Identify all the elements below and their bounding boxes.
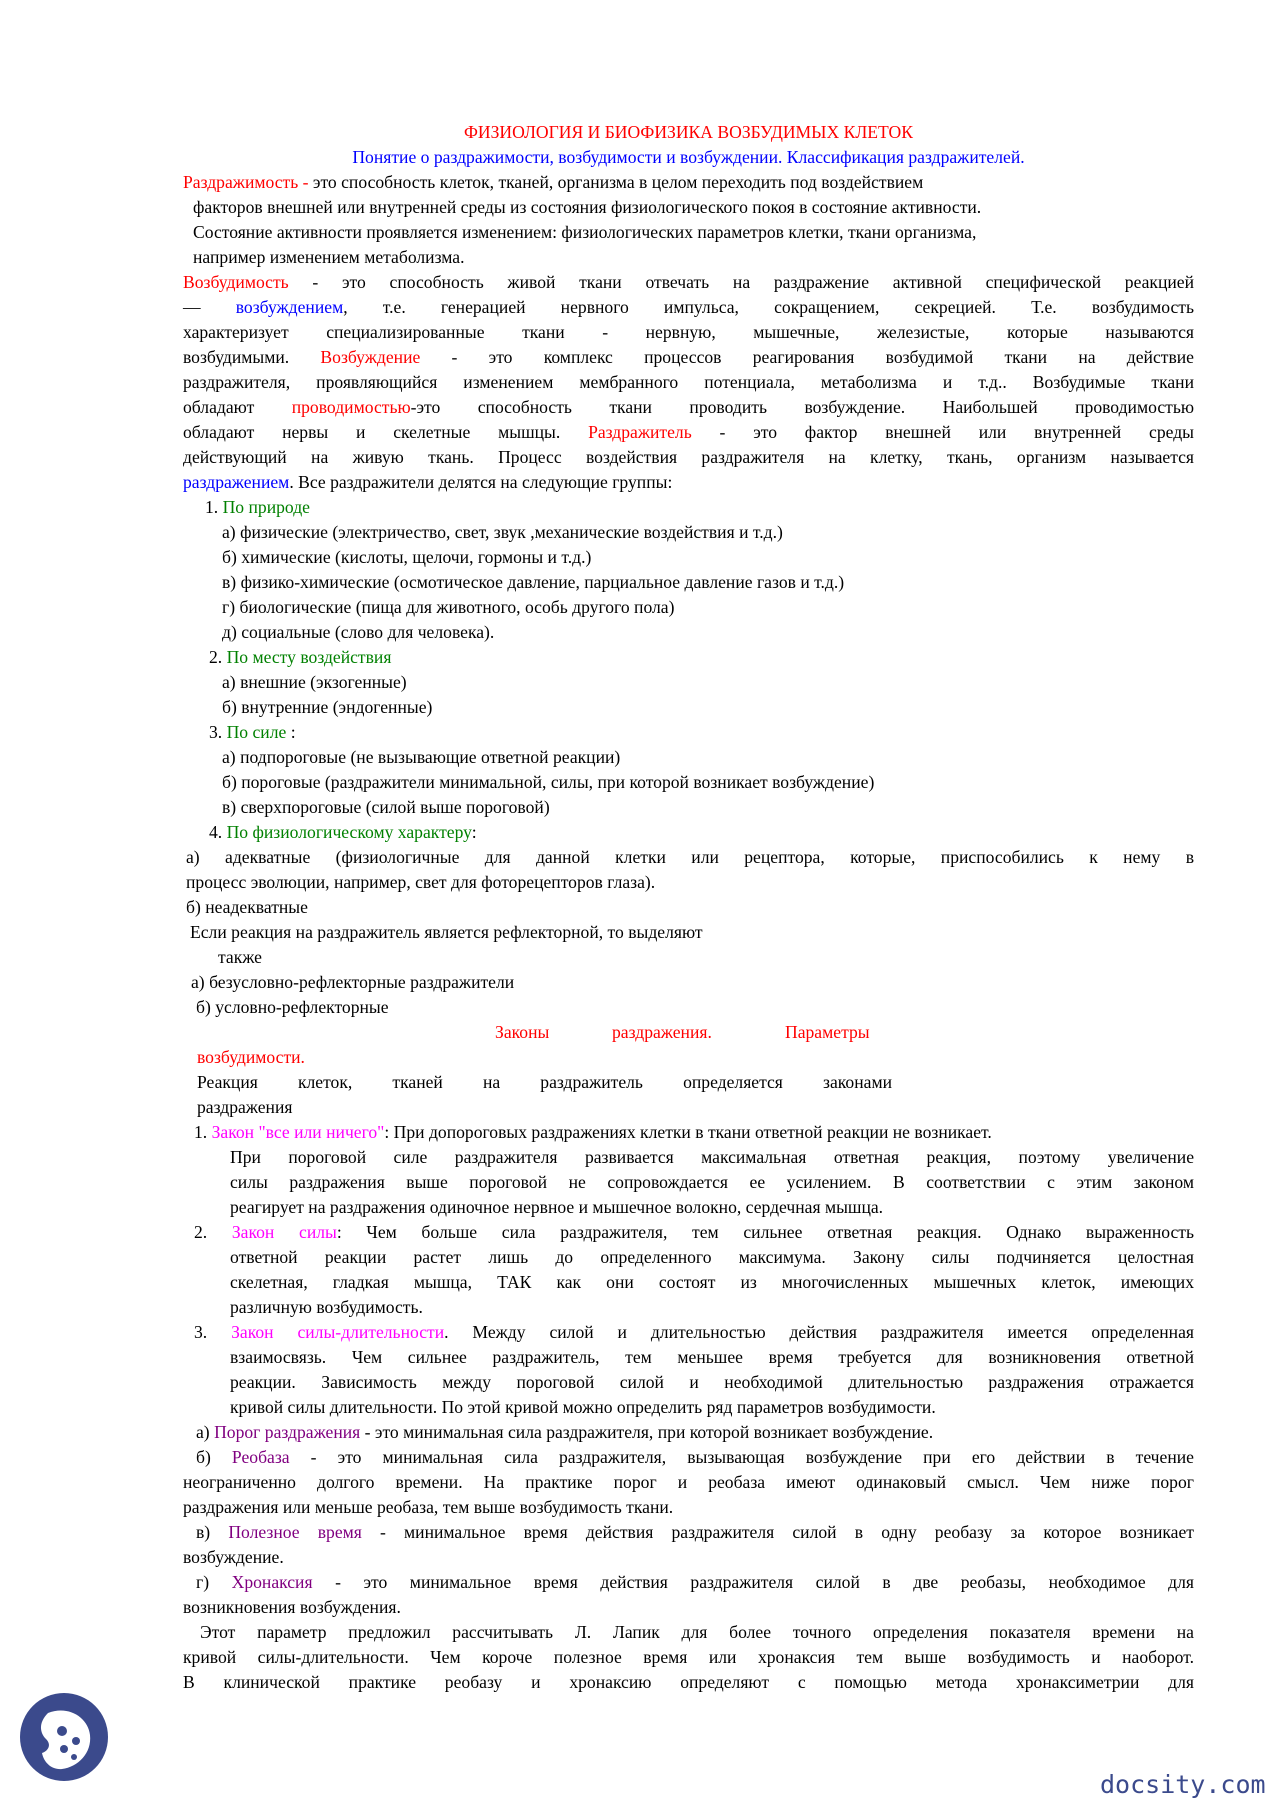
law1-line1: 1. Закон "все или ничего": При допороговых раздражениях клетки в ткани ответной реакции не возникает. [194,1122,992,1142]
para2-line9: раздражением. Все раздражители делятся на следующие группы: [183,472,673,492]
law3-line3: реакции. Зависимость между пороговой силой и необходимой длительностью раздражения отражается [230,1372,1194,1392]
group1-item: а) физические (электричество, свет, звук ,механические воздействия и т.д.) [222,522,783,542]
term-stimulus: Раздражитель [588,422,692,442]
param-a: а) Порог раздражения - это минимальная сила раздражителя, при которой возникает возбуждение. [196,1422,934,1442]
term-chronaxie: Хронаксия [231,1572,313,1592]
term-excitation-blue: возбуждением [235,297,344,317]
term-irritation: раздражением [183,472,290,492]
closing-line1: Этот параметр предложил рассчитывать Л. Лапик для более точного определения показателя времени на [200,1622,1194,1642]
param-b-line2: неограниченно долгого времени. На практике порог и реобаза имеют одинаковый смысл. Чем ниже порог [183,1472,1194,1492]
law2-line3: скелетная, гладкая мышца, ТАК как они состоят из многочисленных мышечных клеток, имеющих [230,1272,1194,1292]
term-useful-time: Полезное время [228,1522,362,1542]
term-excitation: Возбуждение [320,347,421,367]
law1-line3: силы раздражения выше пороговой не сопровождается ее усилением. В соответствии с этим законом [230,1172,1194,1192]
reflex-line2: также [218,947,262,967]
laws-intro-line2: раздражения [197,1097,293,1117]
group3-heading: 3. По силе : [209,722,296,742]
term-excitability: Возбудимость [183,272,289,292]
group3-item: б) пороговые (раздражители минимальной, силы, при которой возникает возбуждение) [222,772,875,792]
group3-item: а) подпороговые (не вызывающие ответной реакции) [222,747,621,767]
laws-heading-line2: возбудимости. [197,1047,305,1067]
group4-heading: 4. По физиологическому характеру: [209,822,477,842]
para2-line8: действующий на живую ткань. Процесс воздействия раздражителя на клетку, ткань, организм называется [183,447,1194,467]
term-irritability: Раздражимость - [183,172,309,192]
group2-heading: 2. По месту воздействия [209,647,392,667]
term-threshold: Порог раздражения [214,1422,361,1442]
param-b-line1: б) Реобаза - это минимальная сила раздражителя, вызывающая возбуждение при его действии в течение [196,1447,1194,1467]
law1-line2: При пороговой силе раздражителя развивается максимальная ответная реакция, поэтому увеличение [230,1147,1194,1167]
group4-item-a2: процесс эволюции, например, свет для фоторецепторов глаза). [186,872,656,892]
para2-line6: обладают проводимостью-это способность ткани проводить возбуждение. Наибольшей проводимостью [183,397,1194,417]
para2-line7: обладают нервы и скелетные мышцы. Раздражитель - это фактор внешней или внутренней среды [183,422,1194,442]
param-b-line3: раздражения или меньше реобаза, тем выше возбудимость ткани. [183,1497,674,1517]
reflex-item-b: б) условно-рефлекторные [196,997,389,1017]
param-d-line1: г) Хронаксия - это минимальное время действия раздражителя силой в две реобазы, необходимое для [196,1572,1194,1592]
para2-line3: характеризует специализированные ткани - нервную, мышечные, железистые, которые называются [183,322,1194,342]
para2-line4: возбудимыми. Возбуждение - это комплекс процессов реагирования возбудимой ткани на действие [183,347,1194,367]
docsity-watermark: docsity.com [1100,1770,1266,1799]
reflex-line1: Если реакция на раздражитель является рефлекторной, то выделяют [190,922,703,942]
law2-line1: 2. Закон силы: Чем больше сила раздражителя, тем сильнее ответная реакция. Однако выраженность [194,1222,1194,1242]
group4-item-b: б) неадекватные [186,897,308,917]
law1-name: Закон "все или ничего" [211,1122,385,1142]
laws-intro-line1: Реакция клеток, тканей на раздражитель определяется законами [197,1072,892,1092]
group1-item: д) социальные (слово для человека). [222,622,495,642]
group1-heading: 1. По природе [205,497,310,517]
para1-line4: например изменением метаболизма. [193,247,465,267]
law1-line4: реагирует на раздражения одиночное нервное и мышечное волокно, сердечная мышца. [230,1197,884,1217]
para1-line1: Раздражимость - это способность клеток, тканей, организма в целом переходить под воздействием [183,172,924,192]
reflex-item-a: а) безусловно-рефлекторные раздражители [191,972,515,992]
docsity-logo-icon [18,1687,110,1787]
doc-title: ФИЗИОЛОГИЯ И БИОФИЗИКА ВОЗБУДИМЫХ КЛЕТОК [464,122,913,142]
group2-item: а) внешние (экзогенные) [222,672,407,692]
para1-line2: факторов внешней или внутренней среды из состояния физиологического покоя в состояние активности. [193,197,982,217]
para1-line3: Состояние активности проявляется изменением: физиологических параметров клетки, ткани организма, [193,222,977,242]
law3-name: Закон силы-длительности [231,1322,445,1342]
para2-line2: — возбуждением, т.е. генерацией нервного импульса, сокращением, секрецией. Т.е. возбудимость [183,297,1194,317]
para2-line5: раздражителя, проявляющийся изменением мембранного потенциала, метаболизма и т.д.. Возбудимые ткани [183,372,1194,392]
group3-item: в) сверхпороговые (силой выше пороговой) [222,797,550,817]
param-d-line2: возникновения возбуждения. [183,1597,401,1617]
doc-subtitle: Понятие о раздражимости, возбудимости и возбуждении. Классификация раздражителей. [352,147,1025,167]
closing-line2: кривой силы-длительности. Чем короче полезное время или хронаксия тем выше возбудимость и наоборот. [183,1647,1194,1667]
para2-line1: Возбудимость - это способность живой ткани отвечать на раздражение активной специфической реакцией [183,272,1194,292]
law2-line4: различную возбудимость. [230,1297,423,1317]
law2-name: Закон силы [231,1222,337,1242]
term-conductivity: проводимостью [291,397,411,417]
law3-line2: взаимосвязь. Чем сильнее раздражитель, тем меньшее время требуется для возникновения ответной [230,1347,1194,1367]
law3-line4: кривой силы длительности. По этой кривой можно определить ряд параметров возбудимости. [230,1397,936,1417]
document-page: ФИЗИОЛОГИЯ И БИОФИЗИКА ВОЗБУДИМЫХ КЛЕТОК Понятие о раздражимости, возбудимости и возбуждении. Классификация раздражителей. Раздражимость - это способность клеток, тканей, организма в целом переходить под воздействием факторов внешней или внутренней среды из состояния физиологического покоя в состояние активности. Состояние активности проявляется изменением: физиологических параметров клетки, ткани организма, например изменением метаболизма. Возбудимость - это способность живой ткани отвечать на раздражение активной специфической реакцией — возбуждением, т.е. генерацией нервного импульса, сокращением, секрецией. Т.е. возбудимость характеризует специализированные ткани - нервную, мышечные, железистые, которые называются возбудимыми. Возбуждение - это комплекс процессов реагирования возбудимой ткани на действие раздражителя, проявляющийся изменением мембранного потенциала, метаболизма и т.д.. Возбудимые ткани обладают проводимостью-это способность ткани проводить возбуждение. Наибольшей проводимостью обладают нервы и скелетные мышцы. Раздражитель - это фактор внешней или внутренней среды действующий на живую ткань. Процесс воздействия раздражителя на клетку, ткань, организм называется раздражением. Все раздражители делятся на следующие группы: 1. По природе а) физические (электричество, свет, звук ,механические воздействия и т.д.) б) химические (кислоты, щелочи, гормоны и т.д.) в) физико-химические (осмотическое давление, парциальное давление газов и т.д.) г) биологические (пища для животного, особь другого пола) д) социальные (слово для человека). 2. По месту воздействия а) внешние (экзогенные) б) внутренние (эндогенные) 3. По силе : а) подпороговые (не вызывающие ответной реакции) б) пороговые (раздражители минимальной, силы, при которой возникает возбуждение) в) сверхпороговые (силой выше пороговой) 4. По физиологическому характеру: а) адекватные (физиологичные для данной клетки или рецептора, которые, приспособились к нему в процесс эволюции, например, свет для фоторецепторов глаза). б) неадекватные Если реакция на раздражитель является рефлекторной, то выделяют также а) безусловно-рефлекторные раздражители б) условно-рефлекторные Законы раздражения. Параметры возбудимости. Реакция клеток, тканей на раздражитель определяется законами раздражения 1. Закон "все или ничего": При допороговых раздражениях клетки в ткани ответной реакции не возникает. При пороговой силе раздражителя развивается максимальная ответная реакция, поэтому увеличение силы раздражения выше пороговой не сопровождается ее усилением. В соответствии с этим законом реагирует на раздражения одиночное нервное и мышечное волокно, сердечная мышца. 2. Закон силы: Чем больше сила раздражителя, тем сильнее ответная реакция. Однако выраженность ответной реакции растет лишь до определенного максимума. Закону силы подчиняется целостная скелетная, гладкая мышца, ТАК как они состоят из многочисленных мышечных клеток, имеющих различную возбудимость. 3. Закон силы-длительности. Между силой и длительностью действия раздражителя имеется определенная взаимосвязь. Чем сильнее раздражитель, тем меньшее время требуется для возникновения ответной реакции. Зависимость между пороговой силой и необходимой длительностью раздражения отражается кривой силы длительности. По этой кривой можно определить ряд параметров возбудимости. а) Порог раздражения - это минимальная сила раздражителя, при которой возникает возбуждение. б) Реобаза - это минимальная сила раздражителя, вызывающая возбуждение при его действии в течение неограниченно долгого времени. На практике порог и реобаза имеют одинаковый смысл. Чем ниже порог раздражения или меньше реобаза, тем выше возбудимость ткани. в) Полезное время - минимальное время действия раздражителя силой в одну реобазу за которое возникает возбуждение. г) Хронаксия - это минимальное время действия раздражителя силой в две реобазы, необходимое для возникновения возбуждения. Этот параметр предложил рассчитывать Л. Лапик для более точного определения показателя времени на кривой силы-длительности. Чем короче полезное время или хронаксия тем выше возбудимость и наоборот. В клинической практике реобазу и хронаксию определяют с помощью метода хронаксиметрии для docsity.com [0,0,1280,1811]
param-c-line2: возбуждение. [183,1547,284,1567]
law3-line1: 3. Закон силы-длительности. Между силой и длительностью действия раздражителя имеется определенная [194,1322,1194,1342]
param-c-line1: в) Полезное время - минимальное время действия раздражителя силой в одну реобазу за которое возникает [196,1522,1194,1542]
term-rheobase: Реобаза [231,1447,290,1467]
group2-item: б) внутренние (эндогенные) [222,697,433,717]
law2-line2: ответной реакции растет лишь до определенного максимума. Закону силы подчиняется целостная [230,1247,1194,1267]
group4-item-a1: а) адекватные (физиологичные для данной клетки или рецептора, которые, приспособились к нему в [186,847,1194,867]
group1-item: в) физико-химические (осмотическое давление, парциальное давление газов и т.д.) [222,572,845,592]
group1-item: г) биологические (пища для животного, особь другого пола) [222,597,675,617]
closing-line3: В клинической практике реобазу и хронаксию определяют с помощью метода хронаксиметрии для [183,1672,1194,1692]
group1-item: б) химические (кислоты, щелочи, гормоны и т.д.) [222,547,592,567]
